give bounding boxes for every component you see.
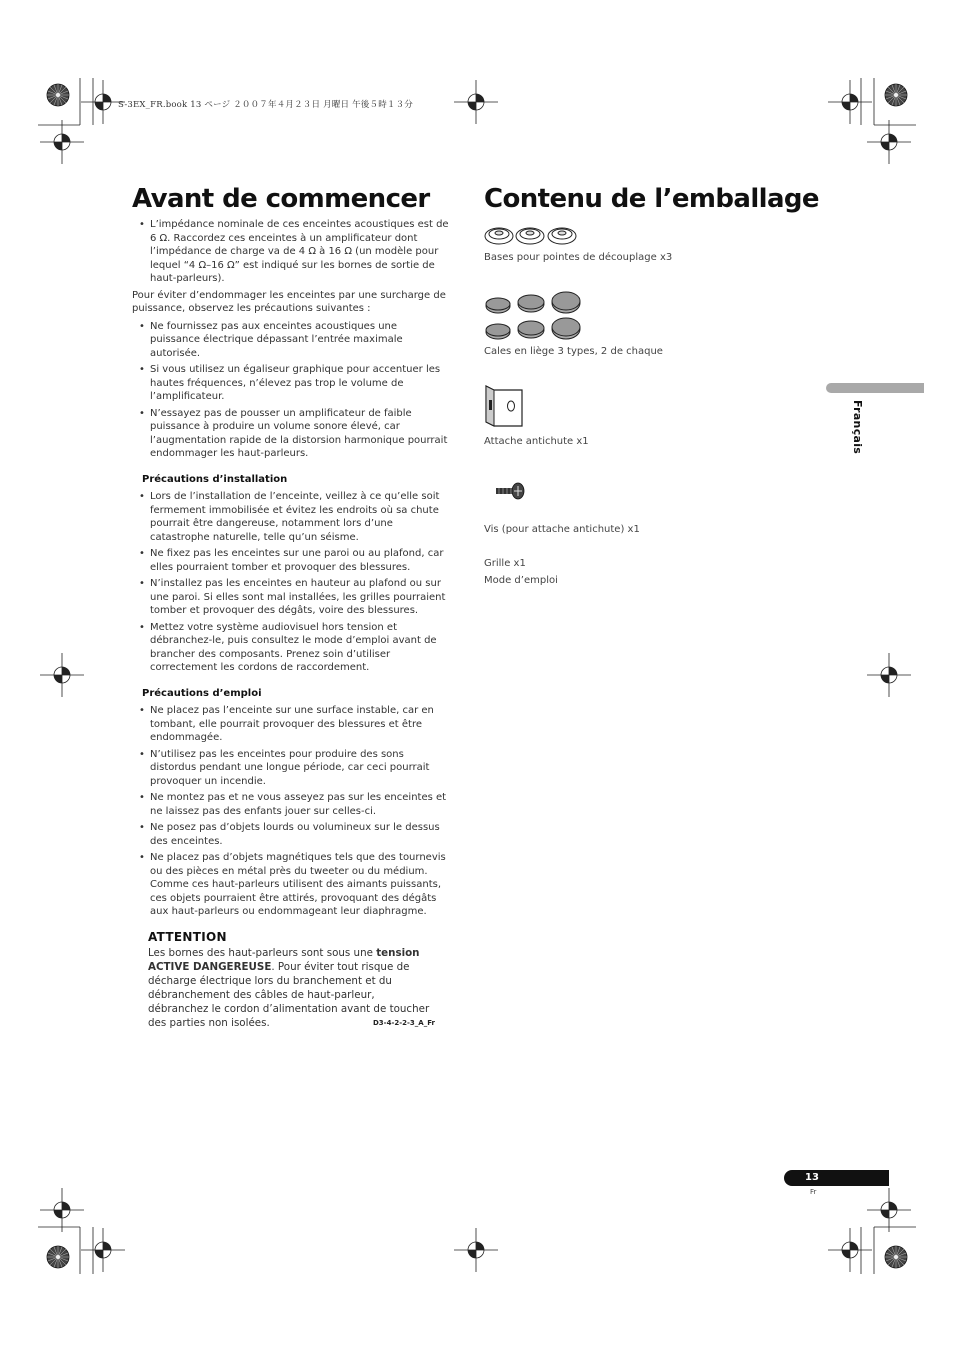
- section-title-avant: Avant de commencer: [132, 184, 430, 214]
- item-caption-grille: Grille x1: [484, 558, 526, 569]
- intro-paragraph: Pour éviter d’endommager les enceintes par une surcharge de puissance, observez les précautions suivantes :: [132, 289, 446, 314]
- list-item: • Si vous utilisez un égaliseur graphique pour accentuer les hautes fréquences, n’élevez pas trop le volume de l’amplificateur.: [132, 363, 450, 404]
- list-item: • N’utilisez pas les enceintes pour produire des sons distordus pendant une longue période, car ceci pourrait provoquer un incendie.: [132, 748, 450, 789]
- item-caption-cork: Cales en liège 3 types, 2 de chaque: [484, 346, 663, 357]
- page-number-badge: [784, 1170, 889, 1186]
- attention-bold: tension ACTIVE DANGEREUSE: [148, 947, 420, 973]
- language-label: Français: [851, 400, 864, 455]
- power-precautions-list: [132, 320, 450, 461]
- language-tab-bar: [826, 383, 924, 393]
- subheading-installation: Précautions d’installation: [142, 473, 288, 485]
- item-caption-screw: Vis (pour attache antichute) x1: [484, 524, 640, 535]
- attention-body: [148, 946, 433, 1030]
- left-column: [132, 218, 450, 1030]
- spike-bases-image: [484, 224, 584, 246]
- list-item: • Ne placez pas d’objets magnétiques tels que des tournevis ou des pièces en métal près du tweeter ou du médium. Comme ces haut-parleurs utilisent des aimants puissants, ces objets pourraient être attirés, provoquant des dégâts aux haut-parleurs ou endommageant leur diaphragme.: [132, 851, 450, 919]
- item-caption-bracket: Attache antichute x1: [484, 436, 589, 447]
- list-item: • Lors de l’installation de l’enceinte, veillez à ce qu’elle soit fermement immobilisée et évitez les endroits où sa chute pourrait être dangereuse, notamment lors d’une catastrophe naturelle, telle qu’un séisme.: [132, 490, 450, 544]
- intro-list: [132, 218, 450, 286]
- list-item: • Ne fixez pas les enceintes sur une paroi ou au plafond, car elles pourraient tomber et provoquer des blessures.: [132, 547, 450, 574]
- list-item: • Mettez votre système audiovisuel hors tension et débranchez-le, puis consultez le mode d’emploi avant de brancher des composants. Prenez soin d’utiliser correctement les cordons de raccordement.: [132, 621, 450, 675]
- cork-pads-image: [484, 290, 584, 340]
- attention-text-1: Les bornes des haut-parleurs sont sous une: [148, 947, 377, 959]
- list-item: • N’installez pas les enceintes en hauteur au plafond ou sur une paroi. Si elles sont mal installées, les grilles pourraient tomber et provoquer des dégâts, voire des blessures.: [132, 577, 450, 618]
- list-item: • N’essayez pas de pousser un amplificateur de faible puissance à produire un volume sonore élevé, car l’augmentation rapide de la distorsion harmonique pourrait endommager les haut-parleurs.: [132, 407, 450, 461]
- subheading-emploi: Précautions d’emploi: [142, 687, 262, 699]
- usage-list: [132, 704, 450, 919]
- page-language-code: Fr: [810, 1188, 817, 1196]
- file-info-header: S-3EX_FR.book 13 ページ ２００７年４月２３日 月曜日 午後５時１３分: [118, 100, 414, 110]
- item-caption-manual: Mode d’emploi: [484, 575, 558, 586]
- attention-text-2: . Pour éviter tout risque de décharge électrique lors du branchement et du débranchement des câbles de haut-parleur, débranchez le cordon d’alimentation avant de toucher des parties non isolées.: [148, 961, 430, 1029]
- list-item: • Ne fournissez pas aux enceintes acoustiques une puissance électrique dépassant l’entrée maximale autorisée.: [132, 320, 450, 361]
- attention-code: D3-4-2-2-3_A_Fr: [373, 1019, 435, 1027]
- installation-list: [132, 490, 450, 675]
- page-number: 13: [805, 1172, 819, 1183]
- attention-title: ATTENTION: [148, 929, 227, 944]
- screw-image: [494, 482, 526, 500]
- list-item: • L’impédance nominale de ces enceintes acoustiques est de 6 Ω. Raccordez ces enceintes à un amplificateur dont l’impédance de charge va de 4 Ω à 16 Ω (un modèle pour lequel “4 Ω–16 Ω” est indiqué sur les bornes de sortie de haut-parleurs).: [132, 218, 450, 286]
- section-title-contenu: Contenu de l’emballage: [484, 184, 819, 214]
- item-caption-bases: Bases pour pointes de découplage x3: [484, 252, 673, 263]
- list-item: • Ne posez pas d’objets lourds ou volumineux sur le dessus des enceintes.: [132, 821, 450, 848]
- list-item: • Ne montez pas et ne vous asseyez pas sur les enceintes et ne laissez pas des enfants jouer sur celles-ci.: [132, 791, 450, 818]
- bracket-image: [484, 384, 526, 428]
- list-item: • Ne placez pas l’enceinte sur une surface instable, car en tombant, elle pourrait provoquer des blessures et être endommagée.: [132, 704, 450, 745]
